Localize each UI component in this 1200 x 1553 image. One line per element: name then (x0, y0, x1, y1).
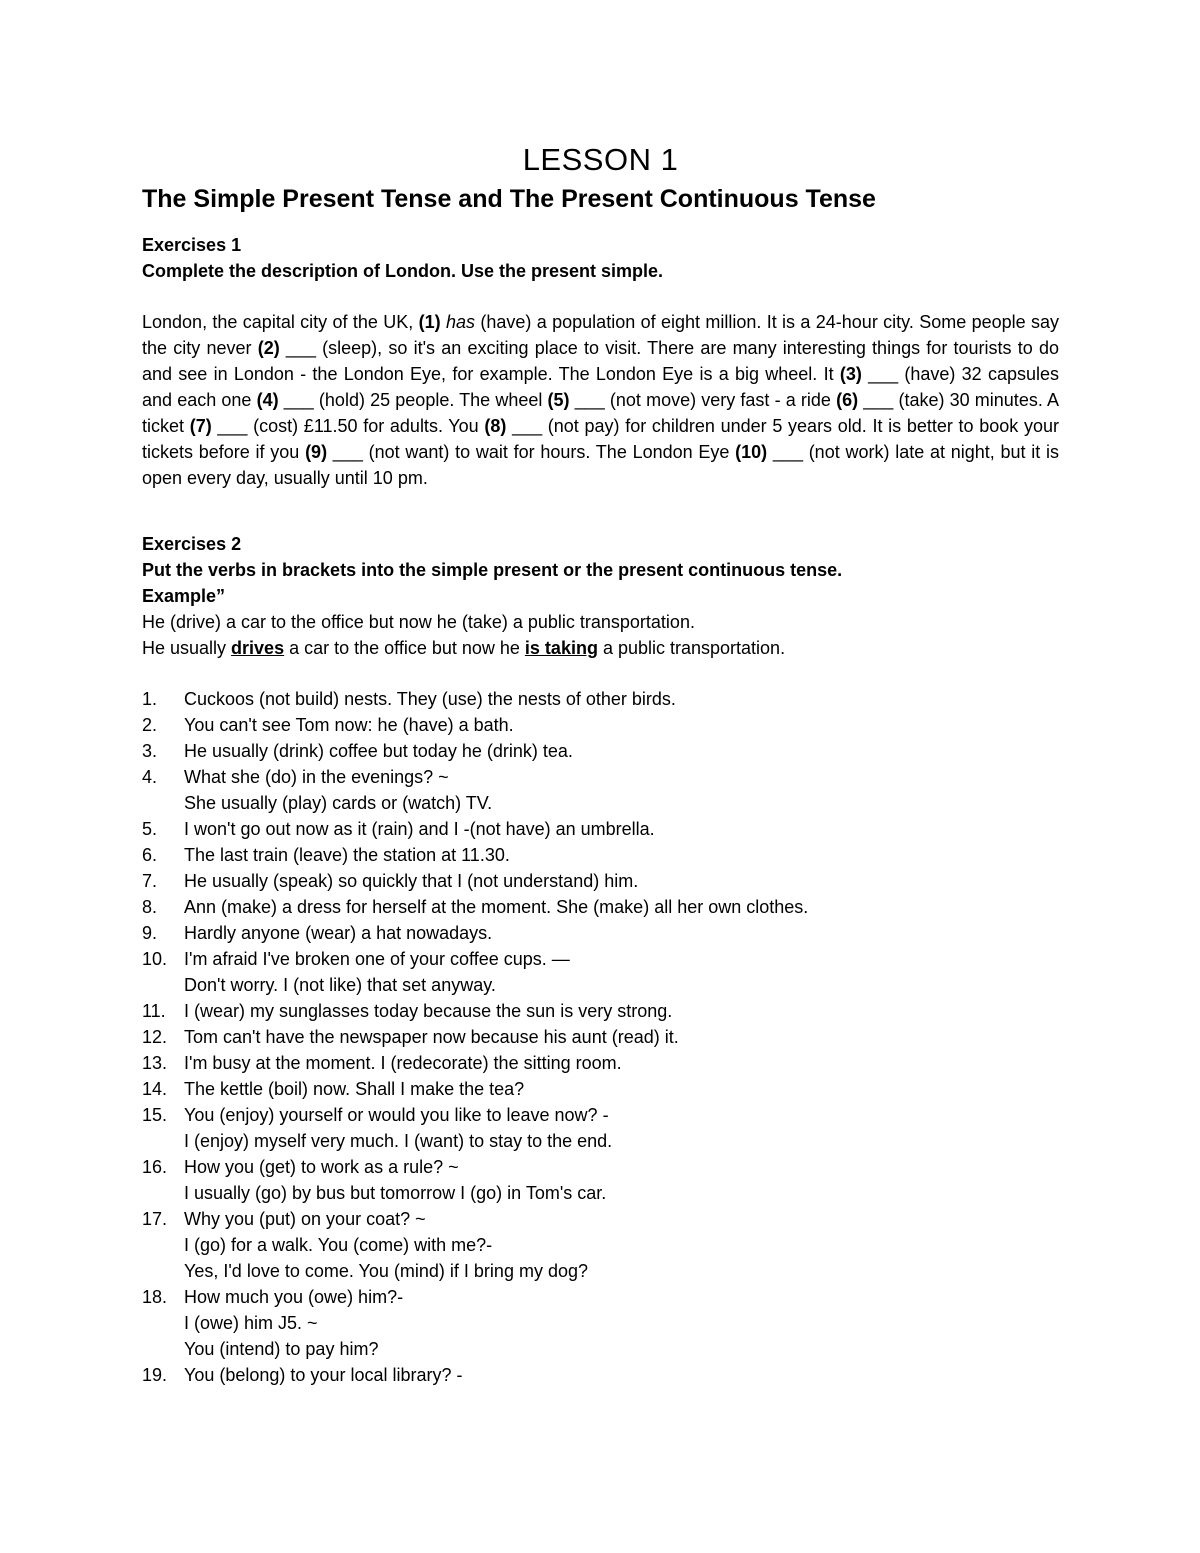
list-item-text (184, 1284, 1059, 1362)
exercise-1 (142, 232, 1059, 491)
list-item (142, 946, 1059, 998)
example-label: Example” (142, 586, 226, 606)
example-answer-verb: is taking (524, 638, 598, 658)
passage-text: ___ (take) 30 minutes. A ticket (142, 390, 1059, 436)
list-item (142, 1362, 1059, 1388)
blank-number: (1) (418, 312, 441, 332)
example-question: He (drive) a car to the office but now he (take) a public transportation. (142, 612, 695, 632)
list-item-number: 19. (142, 1365, 168, 1385)
list-item-line: The kettle (boil) now. Shall I make the tea? (184, 1079, 525, 1099)
exercise-2 (142, 531, 1059, 1388)
list-item-line: I usually (go) by bus but tomorrow I (go) in Tom's car. (184, 1183, 607, 1203)
passage-text: ___ (hold) 25 people. The wheel (278, 390, 548, 410)
list-item (142, 1154, 1059, 1206)
list-item-number: 5. (142, 819, 158, 839)
list-item-number: 8. (142, 897, 158, 917)
lesson-subtitle: The Simple Present Tense and The Present Continuous Tense (142, 185, 876, 213)
list-item (142, 1050, 1059, 1076)
exercise-1-passage (142, 309, 1059, 491)
list-item-line: He usually (drink) coffee but today he (drink) tea. (184, 741, 573, 761)
list-item (142, 816, 1059, 842)
list-item-number: 4. (142, 767, 158, 787)
blank-number: (9) (305, 442, 328, 462)
list-item-number: 10. (142, 949, 168, 969)
list-item-text (184, 686, 1059, 712)
document-page (142, 140, 1059, 1406)
list-item-line: Cuckoos (not build) nests. They (use) the nests of other birds. (184, 689, 676, 709)
passage-text: ___ (not work) late at night, but it is open every day, usually until 10 pm. (142, 442, 1060, 488)
list-item-text (184, 1102, 1059, 1154)
passage-text: ___ (not want) to wait for hours. The London Eye (327, 442, 736, 462)
list-item-text (184, 998, 1059, 1024)
passage-text: (have) a population of eight million. It is a 24-hour city. Some people say the city never (142, 312, 1059, 358)
list-item-text (184, 1362, 1059, 1388)
list-item-text (184, 946, 1059, 998)
list-item-text (184, 1024, 1059, 1050)
list-item-number: 14. (142, 1079, 168, 1099)
list-item-number: 11. (142, 1001, 166, 1021)
list-item-text (184, 920, 1059, 946)
list-item-number: 3. (142, 741, 158, 761)
exercise-1-heading: Exercises 1 (142, 235, 242, 255)
list-item (142, 1102, 1059, 1154)
blank-number: (5) (547, 390, 570, 410)
list-item-text (184, 868, 1059, 894)
list-item-line: Ann (make) a dress for herself at the moment. She (make) all her own clothes. (184, 897, 809, 917)
list-item-number: 15. (142, 1105, 168, 1125)
exercise-2-heading: Exercises 2 (142, 534, 242, 554)
list-item-line: Don't worry. I (not like) that set anyway. (184, 975, 496, 995)
passage-paragraph (142, 309, 1059, 491)
exercise-2-list (142, 686, 1059, 1388)
list-item-line: You (enjoy) yourself or would you like to leave now? - (184, 1105, 609, 1125)
list-item-line: I (wear) my sunglasses today because the sun is very strong. (184, 1001, 673, 1021)
example-answer-part: a public transportation. (597, 638, 786, 658)
passage-text: ___ (not pay) for children under 5 years old. It is better to book your tickets before if you (142, 416, 1059, 462)
blank-number: (3) (839, 364, 862, 384)
list-item-line: I'm busy at the moment. I (redecorate) the sitting room. (184, 1053, 622, 1073)
list-item-number: 9. (142, 923, 158, 943)
passage-text: ___ (have) 32 capsules and each one (142, 364, 1059, 410)
list-item-line: You can't see Tom now: he (have) a bath. (184, 715, 514, 735)
list-item-number: 13. (142, 1053, 168, 1073)
list-item (142, 1284, 1059, 1362)
list-item (142, 738, 1059, 764)
list-item-number: 12. (142, 1027, 168, 1047)
example-answer-part: a car to the office but now he (284, 638, 525, 658)
example-answer (142, 635, 1059, 661)
list-item-line: How you (get) to work as a rule? ~ (184, 1157, 459, 1177)
passage-text: ___ (cost) £11.50 for adults. You (211, 416, 485, 436)
list-item-line: I'm afraid I've broken one of your coffee cups. — (184, 949, 570, 969)
list-item-line: She usually (play) cards or (watch) TV. (184, 793, 493, 813)
list-item-text (184, 1206, 1059, 1284)
list-item-line: I (go) for a walk. You (come) with me?- (184, 1235, 493, 1255)
example-answer-verb: drives (231, 638, 285, 658)
list-item-line: Yes, I'd love to come. You (mind) if I bring my dog? (184, 1261, 588, 1281)
blank-number: (2) (257, 338, 280, 358)
list-item-text (184, 764, 1059, 816)
example-answer-part: He usually (142, 638, 232, 658)
blank-number: (6) (836, 390, 859, 410)
list-item-line: How much you (owe) him?- (184, 1287, 404, 1307)
list-item (142, 1024, 1059, 1050)
list-item-line: He usually (speak) so quickly that I (not understand) him. (184, 871, 639, 891)
list-item-text (184, 1050, 1059, 1076)
list-item (142, 894, 1059, 920)
list-item (142, 764, 1059, 816)
list-item-line: I won't go out now as it (rain) and I -(not have) an umbrella. (184, 819, 655, 839)
blank-number: (8) (484, 416, 507, 436)
list-item-text (184, 1076, 1059, 1102)
list-item-line: What she (do) in the evenings? ~ (184, 767, 449, 787)
list-item (142, 998, 1059, 1024)
lesson-title: LESSON 1 (522, 142, 679, 177)
list-item (142, 842, 1059, 868)
list-item-number: 6. (142, 845, 158, 865)
blank-number: (10) (735, 442, 768, 462)
list-item (142, 686, 1059, 712)
exercise-2-instruction: Put the verbs in brackets into the simple present or the present continuous tense. (142, 560, 843, 580)
blank-number: (4) (256, 390, 279, 410)
list-item-text (184, 894, 1059, 920)
list-item-number: 18. (142, 1287, 168, 1307)
list-item-text (184, 712, 1059, 738)
list-item (142, 1076, 1059, 1102)
list-item (142, 868, 1059, 894)
list-item-number: 2. (142, 715, 158, 735)
list-item-line: Tom can't have the newspaper now because his aunt (read) it. (184, 1027, 679, 1047)
list-item-line: I (owe) him J5. ~ (184, 1313, 318, 1333)
list-item-number: 16. (142, 1157, 168, 1177)
list-item-text (184, 1154, 1059, 1206)
list-item-number: 17. (142, 1209, 168, 1229)
list-item-line: The last train (leave) the station at 11.30. (184, 845, 510, 865)
list-item (142, 1206, 1059, 1284)
blank-number: (7) (189, 416, 212, 436)
list-item (142, 712, 1059, 738)
list-item-line: You (belong) to your local library? - (184, 1365, 463, 1385)
list-item-line: Why you (put) on your coat? ~ (184, 1209, 426, 1229)
exercise-1-instruction: Complete the description of London. Use the present simple. (142, 261, 664, 281)
example-answer-word: has (446, 312, 476, 332)
list-item-text (184, 738, 1059, 764)
list-item-line: You (intend) to pay him? (184, 1339, 379, 1359)
passage-text: London, the capital city of the UK, (142, 312, 419, 332)
passage-text: ___ (not move) very fast - a ride (569, 390, 837, 410)
list-item-line: Hardly anyone (wear) a hat nowadays. (184, 923, 493, 943)
passage-text: ___ (sleep), so it's an exciting place to visit. There are many interesting things for tourists to do and see in London - the London Eye, for example. The London Eye is a big wheel. It (142, 338, 1059, 384)
list-item-number: 1. (142, 689, 158, 709)
list-item-text (184, 816, 1059, 842)
list-item (142, 920, 1059, 946)
list-item-text (184, 842, 1059, 868)
list-item-number: 7. (142, 871, 158, 891)
list-item-line: I (enjoy) myself very much. I (want) to stay to the end. (184, 1131, 613, 1151)
